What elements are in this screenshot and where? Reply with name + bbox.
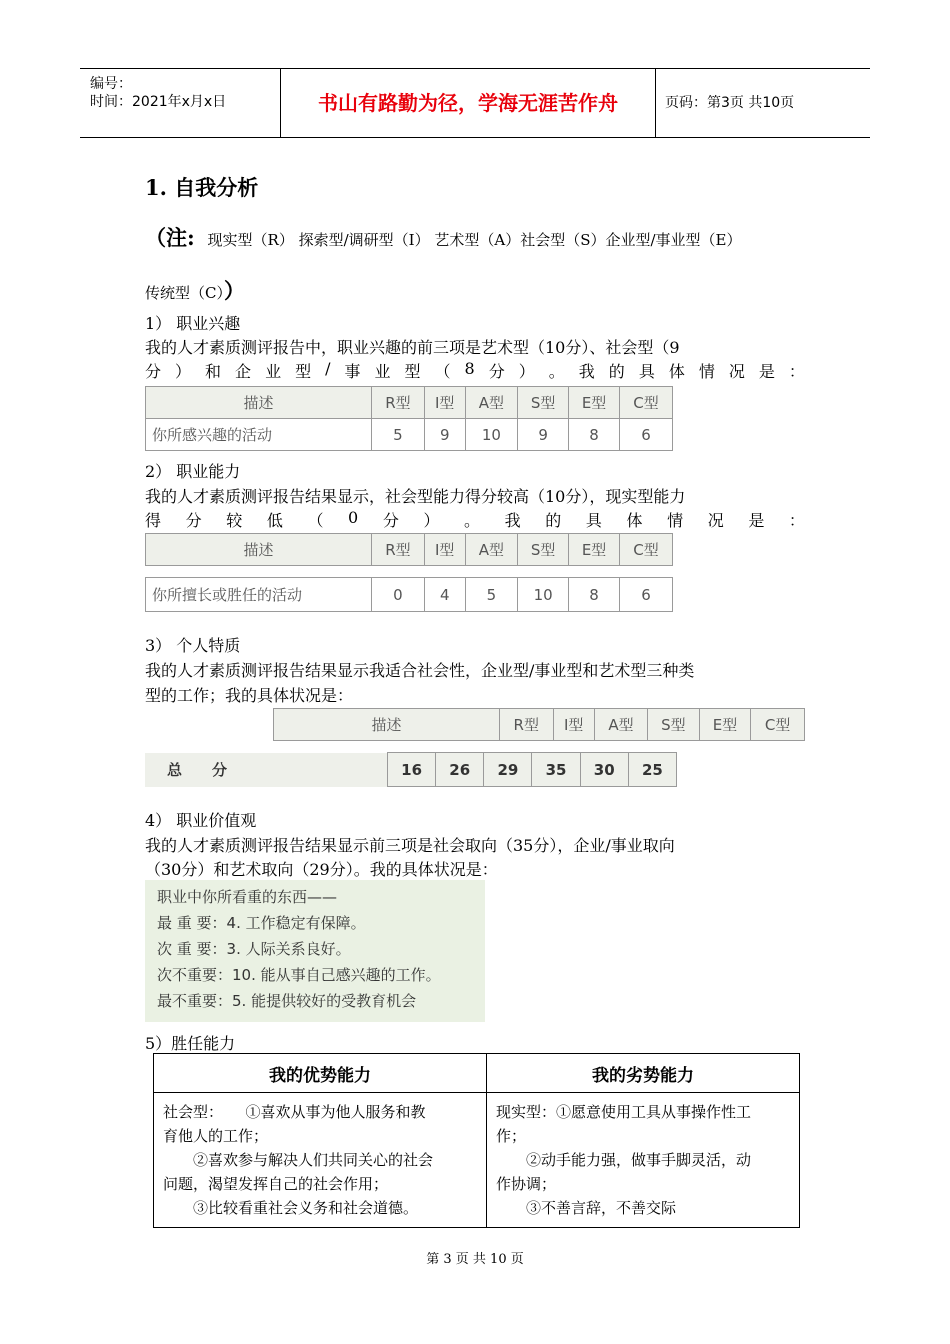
values-box-line: 最不重要：5. 能提供较好的受教育机会: [157, 992, 417, 1010]
interest-line1: 我的人才素质测评报告中，职业兴趣的前三项是艺术型（10分）、社会型（9: [145, 338, 680, 357]
table-header-cell: C型: [620, 387, 673, 419]
text-char: 得: [145, 511, 162, 530]
table-header-row: [146, 387, 673, 419]
table-cell: 9: [518, 419, 569, 451]
text-char: 是: [758, 362, 775, 381]
page-number-label: 页码：第3页 共10页: [665, 95, 795, 111]
table-header-cell: S型: [518, 534, 569, 566]
note-line2: 传统型（C）: [145, 284, 224, 302]
table-header-cell: E型: [569, 387, 620, 419]
table-cell: 10: [518, 578, 569, 612]
header-motto: 书山有路勤为径，学海无涯苦作舟: [318, 91, 618, 115]
text-char: 具: [585, 511, 602, 530]
text-char: 分: [382, 511, 399, 530]
table-header-cell: R型: [500, 709, 554, 741]
table-header-cell: S型: [518, 387, 569, 419]
traits-title: 3） 个人特质: [145, 636, 241, 655]
table-header-desc: 描述: [146, 387, 372, 419]
note-close: ）: [223, 278, 245, 303]
table-header-cell: A型: [465, 387, 517, 419]
header-divider: [655, 69, 656, 137]
page-header: [80, 68, 870, 138]
text-char: 0: [348, 508, 359, 527]
values-box-line: 最 重 要：4. 工作稳定有保障。: [157, 914, 366, 932]
values-box-line: 次不重要：10. 能从事自己感兴趣的工作。: [157, 966, 441, 984]
text-char: 低: [266, 511, 283, 530]
text-char: ：: [788, 362, 805, 381]
weakness-line: 现实型：①愿意使用工具从事操作性工: [496, 1103, 752, 1121]
table-cell: 8: [569, 578, 620, 612]
table-cell: 26: [436, 753, 484, 787]
table-header-row: [154, 1054, 800, 1093]
text-char: 分: [488, 362, 505, 381]
text-char: （: [307, 511, 324, 530]
text-char: ：: [788, 511, 805, 530]
table-cell: 0: [372, 578, 425, 612]
strength-line: ②喜欢参与解决人们共同关心的社会: [163, 1151, 434, 1169]
text-char: 况: [728, 362, 745, 381]
values-box-line: 职业中你所看重的东西——: [157, 888, 338, 906]
table-row-label: 你所感兴趣的活动: [146, 419, 372, 451]
table-cell: 5: [372, 419, 425, 451]
table-cell: 16: [388, 753, 436, 787]
strength-line: 社会型： ①喜欢从事为他人服务和教: [163, 1103, 426, 1121]
strength-line: 问题，渴望发挥自己的社会作用；: [163, 1175, 389, 1193]
text-char: 。: [464, 511, 481, 530]
text-char: 型: [404, 362, 421, 381]
text-char: 的: [608, 362, 625, 381]
table-row: [154, 1093, 800, 1228]
traits-line2: 型的工作；我的具体状况是：: [145, 686, 354, 705]
weakness-line: 作协调；: [496, 1175, 557, 1193]
weakness-line: ③不善言辞，不善交际: [496, 1199, 677, 1217]
text-char: 分: [145, 362, 162, 381]
table-row: [146, 578, 673, 612]
values-box-line: 次 重 要：3. 人际关系良好。: [157, 940, 351, 958]
text-char: 业: [374, 362, 391, 381]
table-cell: 6: [620, 419, 673, 451]
table-cell: 35: [532, 753, 580, 787]
section-heading: 1. 自我分析: [145, 175, 259, 200]
text-char: （: [434, 362, 451, 381]
text-char: 体: [668, 362, 685, 381]
text-char: 我: [578, 362, 595, 381]
table-header-cell: I型: [424, 534, 465, 566]
table-header-row: [146, 534, 673, 566]
text-char: 的: [545, 511, 562, 530]
text-char: 。: [548, 362, 565, 381]
values-line2: （30分）和艺术取向（29分）。我的具体状况是：: [145, 860, 498, 879]
ability-line1: 我的人才素质测评报告结果显示，社会型能力得分较高（10分），现实型能力: [145, 487, 686, 506]
text-char: ）: [423, 511, 440, 530]
values-line1: 我的人才素质测评报告结果显示前三项是社会取向（35分），企业/事业取向: [145, 836, 675, 855]
table-row: [146, 419, 673, 451]
text-char: 是: [748, 511, 765, 530]
ability-title: 2） 职业能力: [145, 462, 241, 481]
table-row: [145, 753, 677, 787]
table-header-cell: E型: [699, 709, 751, 741]
text-char: 我: [504, 511, 521, 530]
table-header-cell: R型: [372, 534, 425, 566]
table-cell: 25: [628, 753, 676, 787]
table-row-label: 你所擅长或胜任的活动: [146, 578, 372, 612]
table-header-cell: C型: [620, 534, 673, 566]
table-cell: 4: [424, 578, 465, 612]
text-char: 8: [464, 359, 475, 378]
text-char: 体: [626, 511, 643, 530]
table-header-cell: C型: [751, 709, 805, 741]
interest-table: [145, 386, 673, 451]
text-char: /: [325, 359, 331, 378]
type-note: [145, 222, 741, 252]
text-char: 企: [235, 362, 252, 381]
weaknesses-header: 我的劣势能力: [487, 1054, 800, 1093]
table-cell: 9: [424, 419, 465, 451]
strength-line: ③比较看重社会义务和社会道德。: [163, 1199, 419, 1217]
header-meta: [80, 69, 280, 137]
table-header-cell: I型: [553, 709, 594, 741]
table-cell: 10: [465, 419, 517, 451]
text-char: 分: [185, 511, 202, 530]
table-header-cell: I型: [424, 387, 465, 419]
table-gap-row: [146, 566, 673, 578]
traits-table-row: [145, 752, 677, 787]
table-row-label: 总 分: [167, 761, 228, 779]
text-char: 和: [205, 362, 222, 381]
page-footer: 第 3 页 共 10 页: [426, 1252, 524, 1267]
strengths-header: 我的优势能力: [154, 1054, 487, 1093]
table-cell: 30: [580, 753, 628, 787]
ability-table: [145, 533, 673, 612]
number-label: 编号：: [90, 76, 132, 92]
values-box: [145, 880, 485, 1022]
text-char: 情: [698, 362, 715, 381]
traits-line1: 我的人才素质测评报告结果显示我适合社会性，企业型/事业型和艺术型三种类: [145, 661, 695, 680]
table-header-cell: E型: [569, 534, 620, 566]
text-char: 业: [265, 362, 282, 381]
competence-table: [153, 1053, 800, 1228]
text-char: ）: [518, 362, 535, 381]
weaknesses-cell: [487, 1093, 800, 1228]
interest-line2: [145, 359, 805, 382]
competence-title: 5）胜任能力: [145, 1034, 236, 1053]
text-char: 较: [226, 511, 243, 530]
note-open: （注:: [145, 225, 195, 250]
text-char: 情: [667, 511, 684, 530]
text-char: 具: [638, 362, 655, 381]
table-cell: 5: [465, 578, 517, 612]
weakness-line: ②动手能力强，做事手脚灵活，动: [496, 1151, 752, 1169]
traits-table-header: [273, 708, 805, 741]
table-header-cell: A型: [465, 534, 517, 566]
table-header-cell: R型: [372, 387, 425, 419]
table-header-row: [274, 709, 805, 741]
strength-line: 育他人的工作；: [163, 1127, 269, 1145]
weakness-line: 作；: [496, 1127, 527, 1145]
values-title: 4） 职业价值观: [145, 811, 257, 830]
interest-title: 1） 职业兴趣: [145, 314, 241, 333]
table-header-cell: S型: [648, 709, 700, 741]
text-char: 事: [344, 362, 361, 381]
text-char: 况: [707, 511, 724, 530]
table-header-cell: A型: [594, 709, 647, 741]
text-char: 型: [295, 362, 312, 381]
type-note-cont: [145, 275, 245, 305]
table-header-desc: 描述: [146, 534, 372, 566]
text-char: ）: [175, 362, 192, 381]
note-line1: 现实型（R） 探索型/调研型（I） 艺术型（A）社会型（S）企业型/事业型（E）: [207, 231, 742, 249]
strengths-cell: [154, 1093, 487, 1228]
table-cell: 6: [620, 578, 673, 612]
table-header-desc: 描述: [274, 709, 500, 741]
table-cell: 8: [569, 419, 620, 451]
table-cell: 29: [484, 753, 532, 787]
ability-line2: [145, 508, 805, 531]
time-label: 时间：2021年x月x日: [90, 94, 227, 110]
